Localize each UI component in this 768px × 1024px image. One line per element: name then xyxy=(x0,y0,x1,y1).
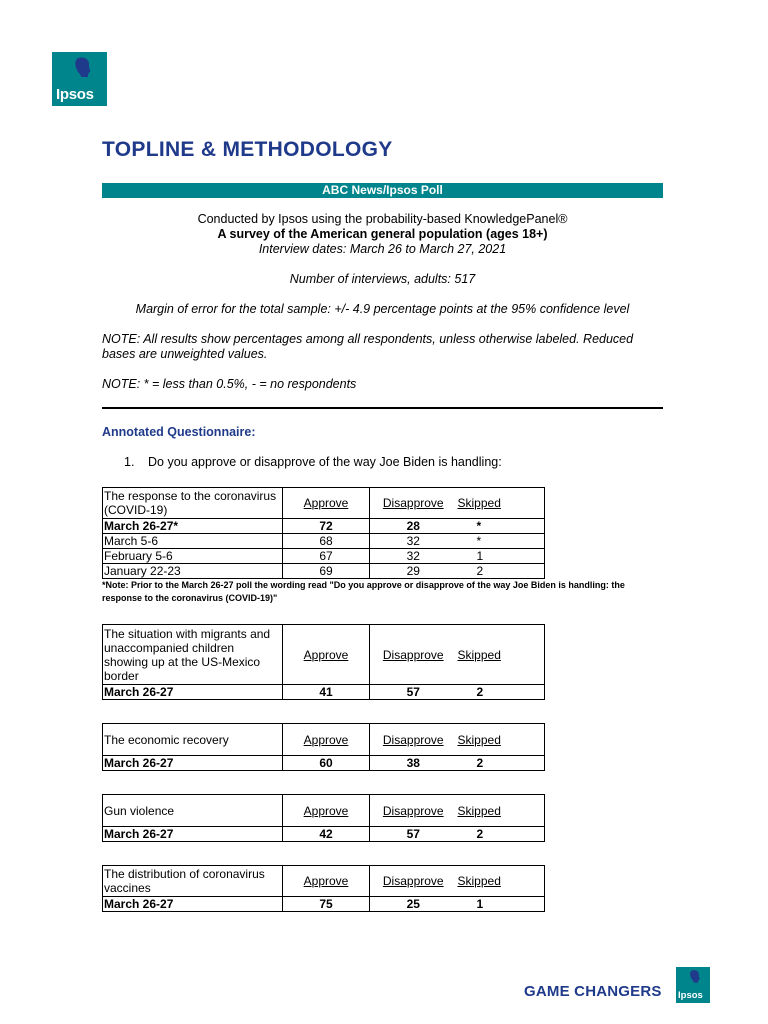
table-vaccine-distribution xyxy=(102,865,545,912)
row-skipped: 2 xyxy=(457,564,545,579)
table-footnote: *Note: Prior to the March 26-27 poll the wording read "Do you approve or disapprove of the way Joe Biden is handling: the response to the coronavirus (COVID-19)" xyxy=(102,580,625,603)
col-disapprove: Disapprove xyxy=(370,488,457,519)
row-date: March 5-6 xyxy=(103,534,283,549)
row-skipped: 2 xyxy=(457,756,545,771)
poll-name-bar: ABC News/Ipsos Poll xyxy=(102,183,663,198)
col-disapprove: Disapprove xyxy=(370,625,457,685)
divider xyxy=(102,407,663,409)
row-date: January 22-23 xyxy=(103,564,283,579)
table-border-migrants xyxy=(102,624,545,700)
col-disapprove: Disapprove xyxy=(370,795,457,827)
table-row xyxy=(103,549,545,564)
table-label: The situation with migrants and unaccompanied children showing up at the US-Mexico border xyxy=(103,625,283,685)
row-disapprove: 57 xyxy=(370,827,457,842)
table-label: The distribution of coronavirus vaccines xyxy=(103,866,283,897)
row-skipped: 2 xyxy=(457,827,545,842)
annotated-heading: Annotated Questionnaire: xyxy=(102,425,256,439)
head-silhouette-icon xyxy=(688,969,702,986)
col-disapprove: Disapprove xyxy=(370,724,457,756)
table-label: The response to the coronavirus (COVID-19) xyxy=(103,488,283,519)
col-skipped: Skipped xyxy=(457,724,545,756)
table-row xyxy=(103,564,545,579)
col-approve: Approve xyxy=(283,488,370,519)
row-date: February 5-6 xyxy=(103,549,283,564)
col-disapprove: Disapprove xyxy=(370,866,457,897)
table-row xyxy=(103,756,545,771)
question-number: 1. xyxy=(124,455,135,469)
page-title: TOPLINE & METHODOLOGY xyxy=(102,138,393,161)
table-row xyxy=(103,685,545,700)
col-skipped: Skipped xyxy=(457,795,545,827)
row-approve: 67 xyxy=(283,549,370,564)
row-skipped: * xyxy=(457,534,545,549)
row-date: March 26-27 xyxy=(103,897,283,912)
row-approve: 75 xyxy=(283,897,370,912)
table-row xyxy=(103,827,545,842)
footer-tagline: GAME CHANGERS xyxy=(524,983,662,1000)
note-2: NOTE: * = less than 0.5%, - = no respondents xyxy=(102,377,357,391)
intro-line-4: Number of interviews, adults: 517 xyxy=(289,272,476,286)
ipsos-logo xyxy=(52,52,107,106)
row-disapprove: 57 xyxy=(370,685,457,700)
table-covid-response xyxy=(102,487,545,579)
row-date: March 26-27 xyxy=(103,756,283,771)
col-approve: Approve xyxy=(283,795,370,827)
intro-line-3: Interview dates: March 26 to March 27, 2021 xyxy=(258,242,507,256)
table-row xyxy=(103,519,545,534)
intro-line-2: A survey of the American general population (ages 18+) xyxy=(217,227,548,241)
table-row xyxy=(103,534,545,549)
table-label: Gun violence xyxy=(103,795,283,827)
row-disapprove: 25 xyxy=(370,897,457,912)
note-1: NOTE: All results show percentages among all respondents, unless otherwise labeled. Reduced bases are unweighted values. xyxy=(102,332,634,361)
row-disapprove: 32 xyxy=(370,549,457,564)
question-1 xyxy=(124,455,502,469)
footer-ipsos-logo xyxy=(676,967,710,1003)
col-approve: Approve xyxy=(283,625,370,685)
table-row xyxy=(103,897,545,912)
question-text: Do you approve or disapprove of the way Joe Biden is handling: xyxy=(148,455,502,469)
row-approve: 42 xyxy=(283,827,370,842)
row-skipped: 2 xyxy=(457,685,545,700)
table-economic-recovery xyxy=(102,723,545,771)
row-skipped: 1 xyxy=(457,897,545,912)
footer-logo-text: Ipsos xyxy=(678,990,703,1001)
col-approve: Approve xyxy=(283,866,370,897)
row-approve: 68 xyxy=(283,534,370,549)
row-disapprove: 29 xyxy=(370,564,457,579)
row-disapprove: 28 xyxy=(370,519,457,534)
row-date: March 26-27* xyxy=(103,519,283,534)
row-approve: 69 xyxy=(283,564,370,579)
row-disapprove: 32 xyxy=(370,534,457,549)
row-disapprove: 38 xyxy=(370,756,457,771)
intro-line-5: Margin of error for the total sample: +/- 4.9 percentage points at the 95% confidence level xyxy=(135,302,630,316)
table-label: The economic recovery xyxy=(103,724,283,756)
col-skipped: Skipped xyxy=(457,866,545,897)
col-approve: Approve xyxy=(283,724,370,756)
col-skipped: Skipped xyxy=(457,625,545,685)
row-date: March 26-27 xyxy=(103,685,283,700)
row-date: March 26-27 xyxy=(103,827,283,842)
intro-line-1: Conducted by Ipsos using the probability-based KnowledgePanel® xyxy=(197,212,568,226)
row-skipped: * xyxy=(457,519,545,534)
row-skipped: 1 xyxy=(457,549,545,564)
table-gun-violence xyxy=(102,794,545,842)
row-approve: 72 xyxy=(283,519,370,534)
head-silhouette-icon xyxy=(72,56,94,82)
col-skipped: Skipped xyxy=(457,488,545,519)
row-approve: 60 xyxy=(283,756,370,771)
row-approve: 41 xyxy=(283,685,370,700)
logo-text: Ipsos xyxy=(56,86,94,103)
